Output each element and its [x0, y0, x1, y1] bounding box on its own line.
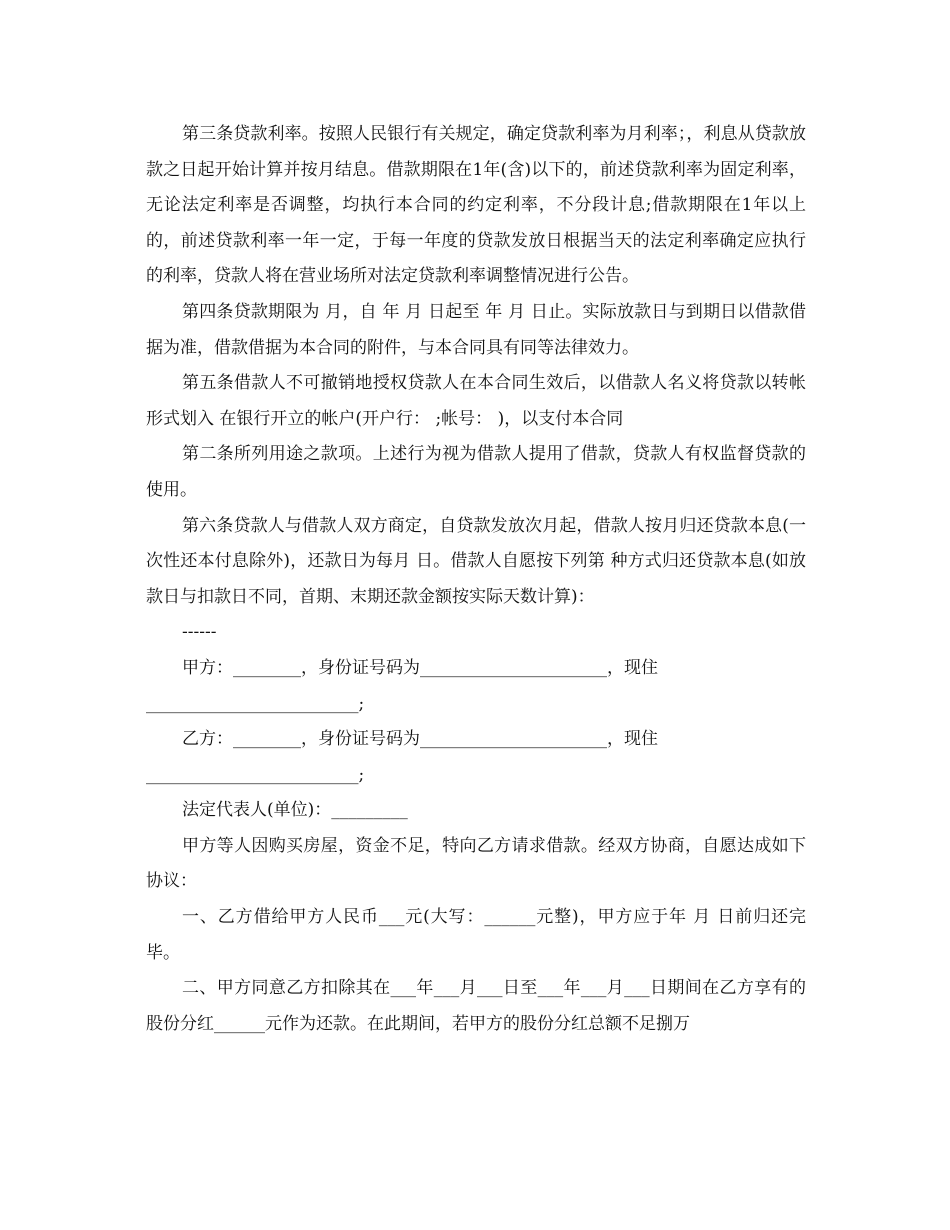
article-4-loan-term: 第四条贷款期限为 月，自 年 月 日起至 年 月 日止。实际放款日与到期日以借款借据为准，借款借据为本合同的附件，与本合同具有同等法律效力。	[146, 301, 806, 358]
separator-line: ------	[182, 622, 217, 643]
legal-representative: 法定代表人(单位)：_________	[182, 800, 408, 821]
agreement-clause-2: 二、甲方同意乙方扣除其在___年___月___日至___年___月___日期间在乙方享有的股份分红______元作为还款。在此期间，若甲方的股份分红总额不足捌万	[146, 978, 806, 1034]
party-b-address: _________________________;	[146, 764, 365, 785]
document-body	[146, 117, 806, 1042]
article-2-usage: 第二条所列用途之款项。上述行为视为借款人提用了借款，贷款人有权监督贷款的使用。	[146, 444, 806, 500]
party-a-address: _________________________;	[146, 693, 365, 714]
article-6-repayment: 第六条贷款人与借款人双方商定，自贷款发放次月起，借款人按月归还贷款本息(一次性还本付息除外)，还款日为每月 日。借款人自愿按下列第 种方式归还贷款本息(如放款日与扣款日不同，首期、末期还款金额按实际天数计算)：	[146, 515, 806, 607]
article-3-interest-rate: 第三条贷款利率。按照人民银行有关规定，确定贷款利率为月利率；，利息从贷款放款之日起开始计算并按月结息。借款期限在1年(含)以下的，前述贷款利率为固定利率，无论法定利率是否调整，均执行本合同的约定利率，不分段计息;借款期限在1年以上的，前述贷款利率一年一定，于每一年度的贷款发放日根据当天的法定利率确定应执行的利率，贷款人将在营业场所对法定贷款利率调整情况进行公告。	[146, 124, 806, 287]
party-b-info: 乙方：________，身份证号码为______________________，现住	[182, 729, 658, 750]
party-a-info: 甲方：________，身份证号码为______________________，现住	[182, 657, 658, 678]
article-5-authorization: 第五条借款人不可撤销地授权贷款人在本合同生效后，以借款人名义将贷款以转帐形式划入 在银行开立的帐户(开户行： ;帐号： )，以支付本合同	[146, 373, 806, 429]
agreement-clause-1: 一、乙方借给甲方人民币___元(大写：______元整)，甲方应于年 月 日前归还完毕。	[146, 907, 806, 963]
agreement-intro: 甲方等人因购买房屋，资金不足，特向乙方请求借款。经双方协商，自愿达成如下协议：	[146, 835, 806, 892]
